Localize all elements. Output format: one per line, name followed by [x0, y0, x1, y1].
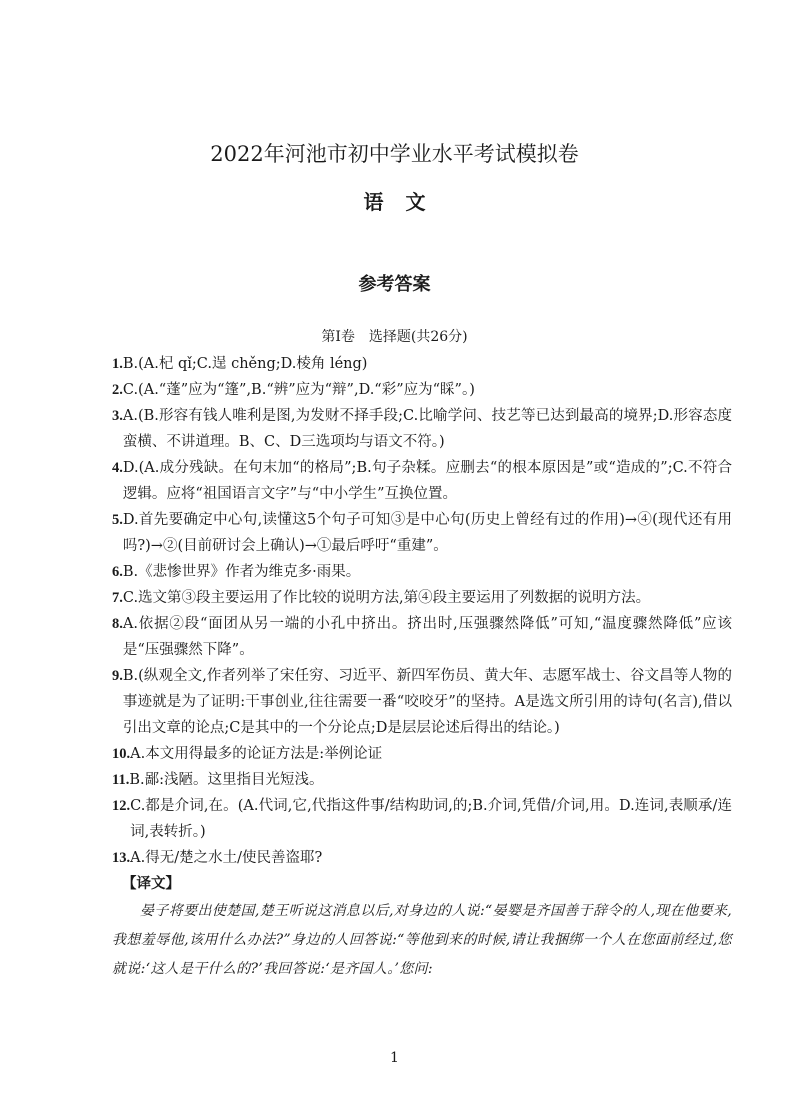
item-text: B.(A.杞 qǐ;C.逞 chěng;D.棱角 léng) [122, 356, 368, 372]
page-number: 1 [390, 1050, 399, 1066]
item-number: 12. [112, 798, 131, 814]
answer-item [112, 663, 732, 741]
translation-label: 【译文】 [122, 875, 180, 892]
answer-item [112, 507, 732, 559]
item-number: 11. [112, 772, 130, 788]
item-text: A.得无/楚之水土/使民善盗耶? [130, 850, 323, 866]
item-text: A.本文用得最多的论证方法是:举例论证 [130, 746, 383, 762]
item-text: C.(A.“蓬”应为“篷”,B.“辨”应为“辩”,D.“彩”应为“睬”。) [122, 382, 475, 398]
item-text: A.(B.形容有钱人唯利是图,为发财不择手段;C.比喻学问、技艺等已达到最高的境界;D.形容态度蛮横、不讲道理。B、C、D三选项均与语文不符。) [122, 408, 732, 450]
section-heading: 第Ⅰ卷 选择题(共26分) [321, 329, 468, 345]
answer-item [112, 559, 732, 585]
answer-list [112, 351, 732, 984]
item-number: 10. [112, 746, 131, 762]
item-number: 6. [112, 564, 123, 580]
item-number: 5. [112, 512, 123, 528]
subject-title: 语文 [363, 190, 448, 214]
item-number: 7. [112, 590, 123, 606]
item-text: B.《悲惨世界》作者为维克多·雨果。 [122, 564, 361, 580]
item-text: A.依据②段“面团从另一端的小孔中挤出。挤出时,压强骤然降低”可知,“温度骤然降低”应该是“压强骤然下降”。 [122, 616, 732, 658]
item-text: B.(纵观全文,作者列举了宋任穷、习近平、新四军伤员、黄大年、志愿军战士、谷文昌等人物的事迹就是为了证明:干事创业,往往需要一番“咬咬牙”的坚持。A是选文所引用的诗句(名言),借以引出文章的论点;C是其中的一个分论点;D是层层论述后得出的结论。) [122, 668, 732, 736]
item-number: 13. [112, 850, 131, 866]
answer-item [112, 377, 732, 403]
item-text: C.都是介词,在。(A.代词,它,代指这件事/结构助词,的;B.介词,凭借/介词,用。D.连词,表顺承/连词,表转折。) [130, 798, 732, 840]
answer-item [112, 767, 732, 793]
answer-item [112, 845, 732, 871]
exam-title: 2022年河池市初中学业水平考试模拟卷 [210, 142, 579, 166]
answer-item [112, 455, 732, 507]
answer-item [112, 611, 732, 663]
item-text: D.首先要确定中心句,读懂这5个句子可知③是中心句(历史上曾经有过的作用)→④(现代还有用吗?)→②(目前研讨会上确认)→①最后呼吁“重建”。 [122, 512, 732, 554]
item-text: B.鄙:浅陋。这里指目光短浅。 [129, 772, 324, 788]
item-text: C.选文第③段主要运用了作比较的说明方法,第④段主要运用了列数据的说明方法。 [122, 590, 651, 606]
answer-item [112, 793, 732, 845]
translation-text: 晏子将要出使楚国,楚王听说这消息以后,对身边的人说:“晏婴是齐国善于辞令的人,现在他要来,我想羞辱他,该用什么办法?”身边的人回答说:“等他到来的时候,请让我捆绑一个人在您面前经过,您就说:‘这人是干什么的?’我回答说:‘是齐国人。’您问: [112, 903, 732, 977]
answer-item [112, 351, 732, 377]
item-number: 9. [112, 668, 123, 684]
answer-key-title: 参考答案 [358, 274, 431, 295]
item-number: 2. [112, 382, 123, 398]
item-number: 4. [112, 460, 123, 476]
item-number: 1. [112, 356, 123, 372]
item-text: D.(A.成分残缺。在句末加“的格局”;B.句子杂糅。应删去“的根本原因是”或“造成的”;C.不符合逻辑。应将“祖国语言文字”与“中小学生”互换位置。 [122, 460, 732, 502]
item-number: 3. [112, 408, 123, 424]
answer-item [112, 741, 732, 767]
item-number: 8. [112, 616, 123, 632]
answer-item [112, 585, 732, 611]
answer-item [112, 403, 732, 455]
